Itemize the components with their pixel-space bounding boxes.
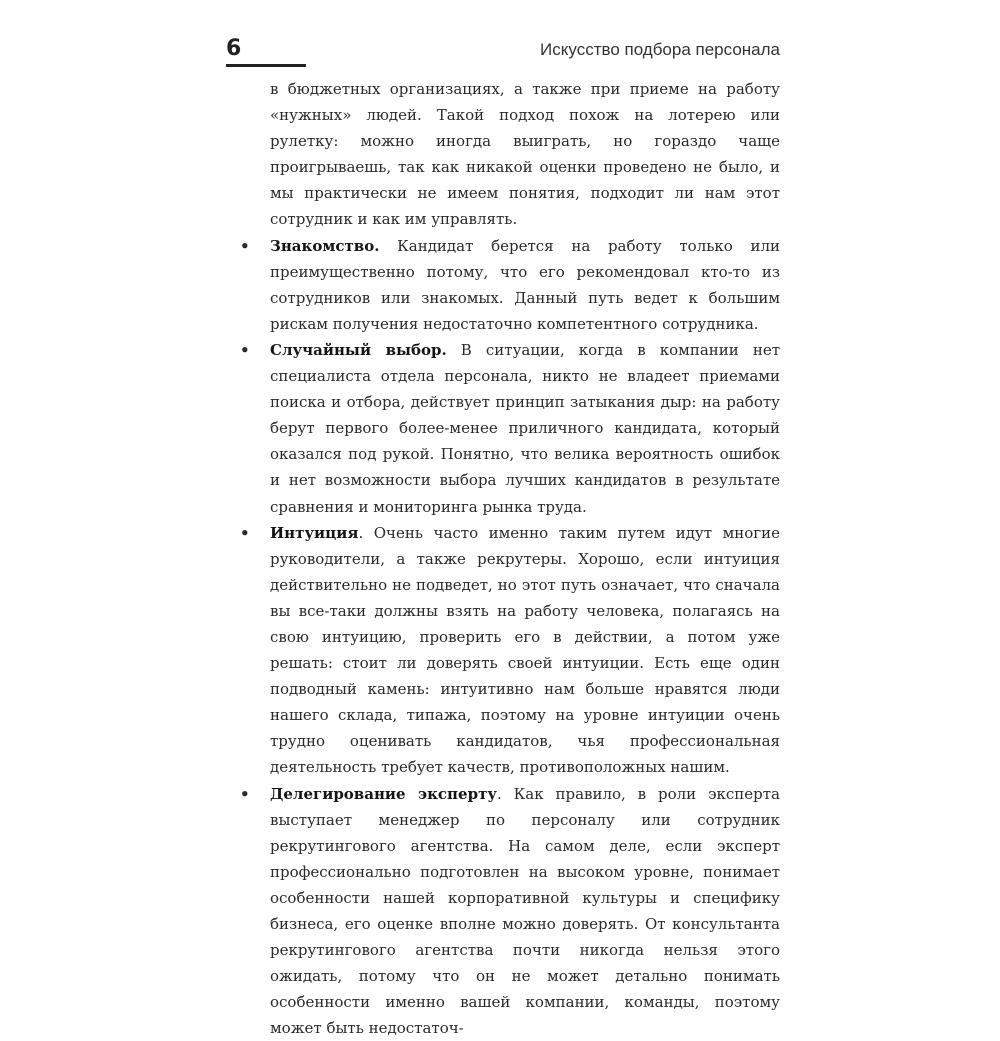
- bullet-text: . Как правило, в роли эксперта выступает менеджер по персоналу или сотрудник рекрутингового агентства. На самом деле, если эксперт профессионально подготовлен на высоком уровне, понимает особенности нашей корпоративной культуры и специфику бизнеса, его оценке вполне можно доверять. От консультанта рекрутингового агентства почти никогда нельзя этого ожидать, потому что он не может детально понимать особенности именно вашей компании, команды, поэтому может быть недостаточ-: [270, 784, 780, 1038]
- bullet-intuition: [226, 520, 780, 781]
- running-title: Искусство подбора персонала: [540, 40, 780, 59]
- bullet-term: Интуиция: [270, 523, 359, 542]
- bullet-icon: •: [240, 784, 250, 803]
- bullet-delegation: [226, 781, 780, 1041]
- bullet-acquaintance: [226, 233, 780, 337]
- bullet-random-choice: [226, 337, 780, 520]
- bullet-text: . Очень часто именно таким путем идут многие руководители, а также рекрутеры. Хорошо, если интуиция действительно не подведет, но этот путь означает, что сначала вы все-таки должны взять на работу человека, полагаясь на свою интуицию, проверить его в действии, а потом уже решать: стоит ли доверять своей интуиции. Есть еще один подводный камень: интуитивно нам больше нравятся люди нашего склада, типажа, поэтому на уровне интуиции очень трудно оценивать кандидатов, чья профессиональная деятельность требует качеств, противоположных нашим.: [270, 523, 780, 777]
- bullet-icon: •: [240, 523, 250, 542]
- bullet-icon: •: [240, 340, 250, 359]
- bullet-text: Кандидат берется на работу только или преимущественно потому, что его рекомендовал кто-то из сотрудников или знакомых. Данный путь ведет к большим рискам получения недостаточно компетентного сотрудника.: [270, 236, 780, 333]
- page-body: [226, 76, 780, 1041]
- bullet-term: Случайный выбор.: [270, 340, 447, 359]
- bullet-text: В ситуации, когда в компании нет специалиста отдела персонала, никто не владеет приемами поиска и отбора, действует принцип затыкания дыр: на работу берут первого более-менее приличного кандидата, который оказался под рукой. Понятно, что велика вероятность ошибок и нет возможности выбора лучших кандидатов в результате сравнения и мониторинга рынка труда.: [270, 340, 780, 516]
- bullet-icon: •: [240, 236, 250, 255]
- book-page: [226, 36, 780, 1038]
- bullet-term: Делегирование эксперту: [270, 784, 497, 803]
- page-header: [226, 36, 780, 66]
- header-rule: [226, 64, 306, 67]
- intro-paragraph: в бюджетных организациях, а также при приеме на работу «нужных» людей. Такой подход похож на лотерею или рулетку: можно иногда выиграть, но гораздо чаще проигрываешь, так как никакой оценки проведено не было, и мы практически не имеем понятия, подходит ли нам этот сотрудник и как им управлять.: [270, 80, 780, 229]
- page-number: 6: [226, 36, 242, 61]
- bullet-term: Знакомство.: [270, 236, 380, 255]
